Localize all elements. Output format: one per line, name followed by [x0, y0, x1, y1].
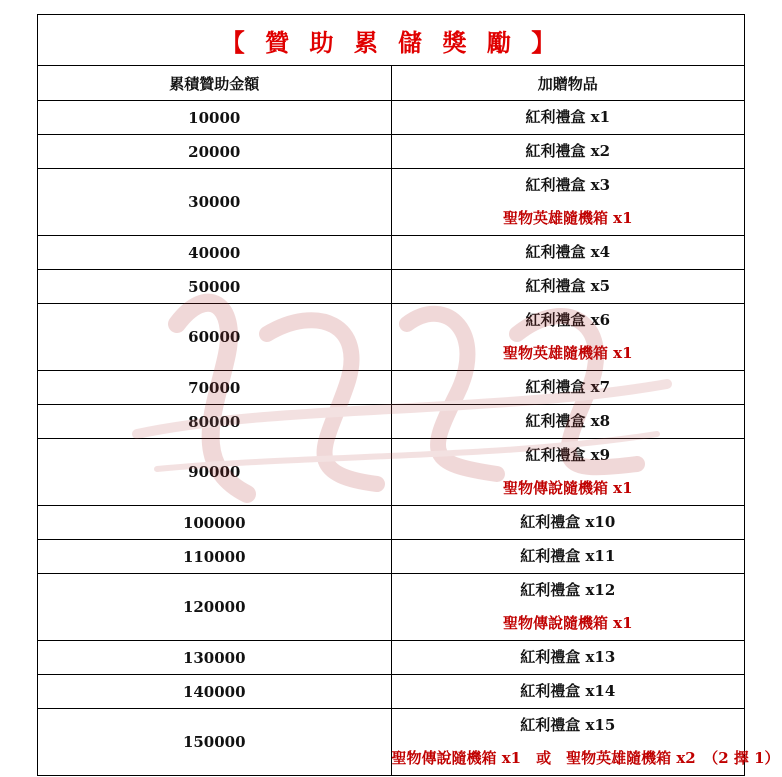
header-amount: 累積贊助金額 — [38, 66, 392, 101]
gift-box-line: 紅利禮盒 x4 — [525, 243, 611, 261]
table-row — [38, 574, 745, 641]
items-cell — [391, 270, 745, 304]
amount-cell: 100000 — [38, 506, 392, 540]
items-cell — [391, 236, 745, 270]
items-cell — [391, 101, 745, 135]
gift-box-line: 紅利禮盒 x3 — [525, 176, 611, 194]
gift-box-line: 紅利禮盒 x10 — [520, 513, 616, 531]
items-cell — [391, 709, 780, 776]
amount-cell: 40000 — [38, 236, 392, 270]
gift-box-line: 紅利禮盒 x13 — [520, 648, 616, 666]
gift-box-line: 紅利禮盒 x2 — [525, 142, 611, 160]
amount-cell: 80000 — [38, 405, 392, 439]
header-items: 加贈物品 — [391, 66, 745, 101]
table-row — [38, 101, 745, 135]
amount-cell: 30000 — [38, 169, 392, 236]
table-row — [38, 270, 745, 304]
gift-box-line: 紅利禮盒 x6 — [525, 311, 611, 329]
amount-cell: 70000 — [38, 371, 392, 405]
table-row — [38, 709, 745, 776]
bonus-item-line: 聖物英雄隨機箱 x1 — [502, 344, 633, 362]
table-title: 【 贊 助 累 儲 獎 勵 】 — [38, 15, 745, 66]
amount-cell: 60000 — [38, 304, 392, 371]
items-cell — [391, 169, 745, 236]
bonus-item-line: 聖物傳說隨機箱 x1 — [502, 614, 633, 632]
items-cell — [391, 641, 745, 675]
gift-box-line: 紅利禮盒 x15 — [520, 716, 616, 734]
amount-cell: 140000 — [38, 675, 392, 709]
items-cell — [391, 574, 745, 641]
bonus-item-line: 聖物傳說隨機箱 x1 或 聖物英雄隨機箱 x2 （2 擇 1） — [391, 749, 780, 767]
amount-cell: 120000 — [38, 574, 392, 641]
table-row — [38, 439, 745, 506]
gift-box-line: 紅利禮盒 x14 — [520, 682, 616, 700]
gift-box-line: 紅利禮盒 x5 — [525, 277, 611, 295]
items-cell — [391, 405, 745, 439]
table-row — [38, 236, 745, 270]
gift-box-line: 紅利禮盒 x8 — [525, 412, 611, 430]
table-row — [38, 304, 745, 371]
reward-table — [37, 14, 780, 776]
items-cell — [391, 439, 745, 506]
table-row — [38, 506, 745, 540]
gift-box-line: 紅利禮盒 x1 — [525, 108, 611, 126]
items-cell — [391, 675, 745, 709]
amount-cell: 130000 — [38, 641, 392, 675]
bonus-item-line: 聖物傳說隨機箱 x1 — [502, 479, 633, 497]
amount-cell: 20000 — [38, 135, 392, 169]
table-row — [38, 135, 745, 169]
amount-cell: 150000 — [38, 709, 392, 776]
bonus-item-line: 聖物英雄隨機箱 x1 — [502, 209, 633, 227]
gift-box-line: 紅利禮盒 x9 — [525, 446, 611, 464]
items-cell — [391, 371, 745, 405]
table-row — [38, 641, 745, 675]
gift-box-line: 紅利禮盒 x7 — [525, 378, 611, 396]
table-row — [38, 371, 745, 405]
items-cell — [391, 304, 745, 371]
table-row — [38, 169, 745, 236]
table-row — [38, 540, 745, 574]
reward-sheet — [37, 14, 780, 776]
items-cell — [391, 135, 745, 169]
gift-box-line: 紅利禮盒 x11 — [520, 547, 616, 565]
gift-box-line: 紅利禮盒 x12 — [520, 581, 616, 599]
reward-table-body — [38, 101, 780, 776]
items-cell — [391, 506, 745, 540]
table-row — [38, 405, 745, 439]
amount-cell: 90000 — [38, 439, 392, 506]
amount-cell: 50000 — [38, 270, 392, 304]
amount-cell: 10000 — [38, 101, 392, 135]
table-row — [38, 675, 745, 709]
amount-cell: 110000 — [38, 540, 392, 574]
items-cell — [391, 540, 745, 574]
